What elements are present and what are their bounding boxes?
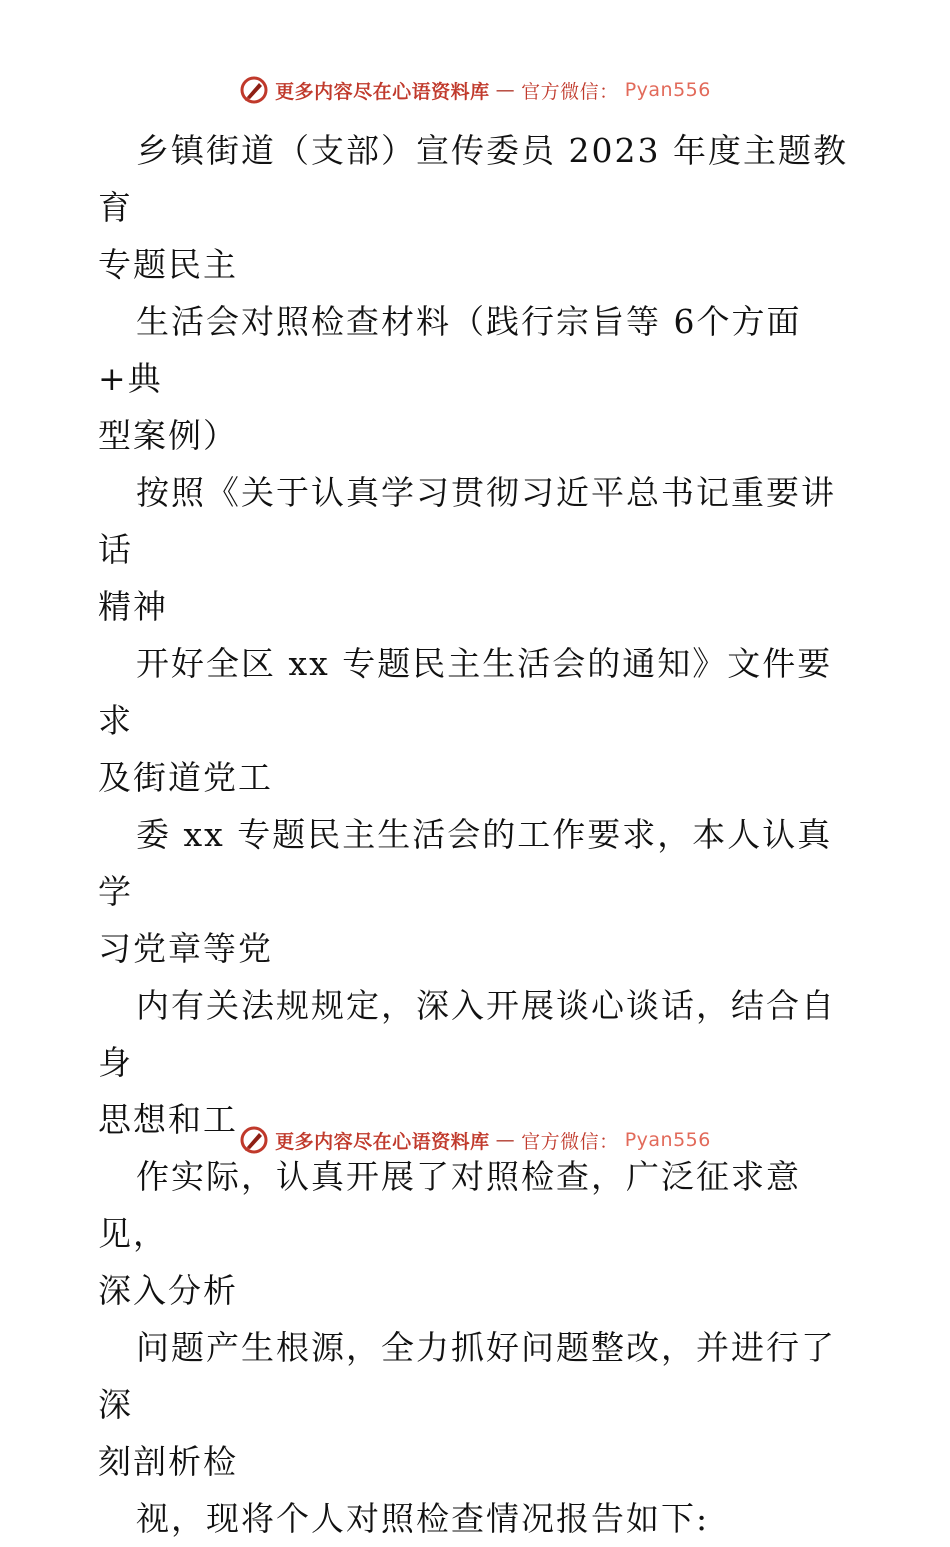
line-tail: 专题民主 [98, 245, 238, 284]
line-lead: 委 xx 专题民主生活会的工作要求，本人认真学 [98, 815, 833, 911]
paragraph-line [98, 1490, 858, 1547]
footer-watermark [0, 1120, 950, 1160]
watermark-text: 更多内容尽在心语资料库 [275, 80, 490, 103]
line-tail: 型案例） [98, 416, 238, 455]
line-tail: 深入分析 [98, 1271, 238, 1310]
paragraph-line [98, 806, 858, 977]
watermark-contact-id: Pyan556 [624, 1129, 711, 1151]
line-tail: 精神 [98, 587, 168, 626]
line-lead: 作实际，认真开展了对照检查，广泛征求意见， [98, 1157, 801, 1253]
line-tail: 思想和工 [98, 1100, 238, 1139]
line-lead: 生活会对照检查材料（践行宗旨等 6个方面+典 [98, 302, 802, 398]
paragraph-line [98, 635, 858, 806]
line-tail: 及街道党工 [98, 758, 273, 797]
paragraph-line [98, 293, 858, 464]
line-tail: 刻剖析检 [98, 1442, 238, 1481]
paragraph-line [98, 464, 858, 635]
paragraph-line [98, 1319, 858, 1490]
line-lead: 内有关法规规定，深入开展谈心谈话，结合自身 [98, 986, 836, 1082]
pen-logo-icon [239, 1125, 269, 1155]
line-lead: 问题产生根源，全力抓好问题整改，并进行了深 [98, 1328, 836, 1424]
line-tail: 习党章等党 [98, 929, 273, 968]
paragraph-line [98, 122, 858, 293]
watermark-dash: — [495, 79, 516, 101]
watermark-contact-label: 官方微信： [521, 1130, 619, 1153]
paragraph-line [98, 1148, 858, 1319]
watermark-contact-label: 官方微信： [521, 80, 619, 103]
watermark-dash: — [495, 1129, 516, 1151]
line-lead: 开好全区 xx 专题民主生活会的通知》文件要求 [98, 644, 833, 740]
line-lead: 乡镇街道（支部）宣传委员 2023 年度主题教育 [98, 131, 848, 227]
watermark-contact-id: Pyan556 [624, 79, 711, 101]
watermark-text: 更多内容尽在心语资料库 [275, 1130, 490, 1153]
header-watermark [0, 70, 950, 110]
document-body [98, 122, 858, 1547]
line-lead: 按照《关于认真学习贯彻习近平总书记重要讲话 [98, 473, 836, 569]
pen-logo-icon [239, 75, 269, 105]
line-lead: 视，现将个人对照检查情况报告如下: [136, 1499, 710, 1538]
